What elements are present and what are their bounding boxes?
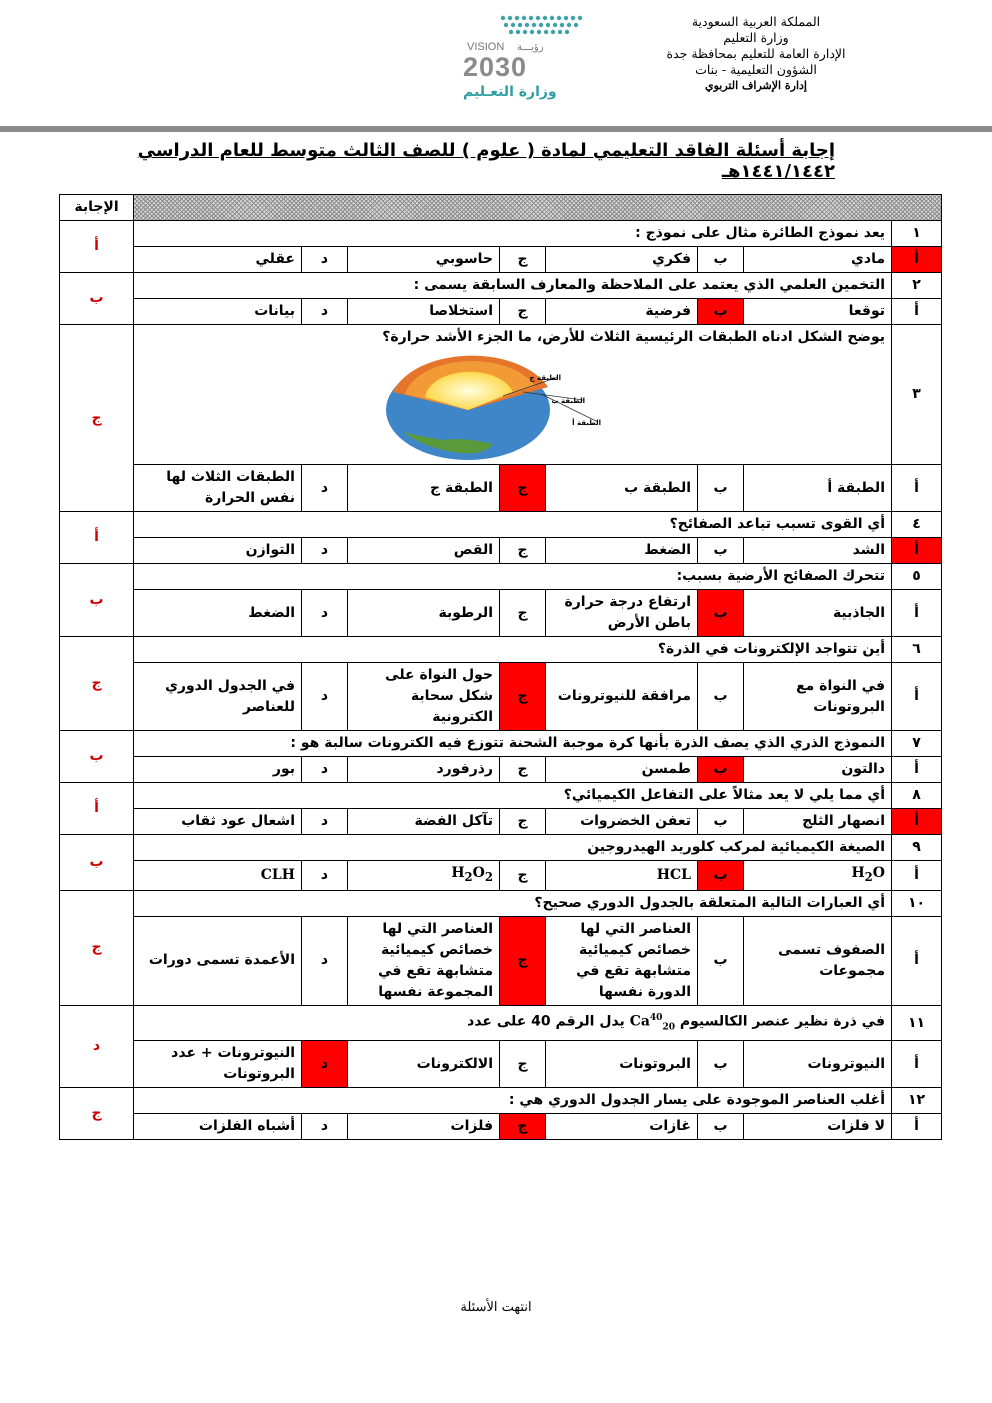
options-row <box>60 663 942 731</box>
option-formula: CLH <box>134 861 302 891</box>
option-letter: أ <box>892 465 942 512</box>
option-text: الشد <box>744 538 892 564</box>
option-letter: ج <box>500 590 546 637</box>
options-row <box>60 1114 942 1140</box>
answer-letter: ج <box>60 890 134 1005</box>
option-letter: ب <box>698 1041 744 1088</box>
logo-year-text: 2030 <box>463 52 528 82</box>
option-letter: د <box>302 247 348 273</box>
option-letter: ج <box>500 1041 546 1088</box>
figure-label: الطبقة ب <box>551 397 585 405</box>
option-letter: ب <box>698 299 744 325</box>
option-text: الصفوف تسمى مجموعات <box>744 916 892 1005</box>
answer-letter: ج <box>60 637 134 731</box>
question-row <box>60 783 942 809</box>
mass-number: 40 <box>649 1012 663 1023</box>
question-text: أين تتواجد الإلكترونات في الذرة؟ <box>134 637 892 663</box>
header-kingdom: المملكة العربية السعودية <box>691 14 821 29</box>
option-letter: أ <box>892 590 942 637</box>
question-text: أي العبارات التالية المتعلقة بالجدول الدوري صحيح؟ <box>134 890 892 916</box>
option-text: حاسوبي <box>348 247 500 273</box>
question-row <box>60 273 942 299</box>
answer-column-header: الإجابة <box>60 195 134 221</box>
options-row <box>60 299 942 325</box>
options-row <box>60 247 942 273</box>
question-text-before: في ذرة نظير عنصر الكالسيوم <box>679 1013 885 1030</box>
answer-letter: أ <box>60 783 134 835</box>
option-text: بيانات <box>134 299 302 325</box>
questions-table <box>59 194 942 1140</box>
options-row <box>60 538 942 564</box>
option-formula: $H_2O_2$ <box>348 861 500 891</box>
question-row <box>60 835 942 861</box>
question-number: ٣ <box>892 325 942 465</box>
header-ministry: وزارة التعليم <box>723 30 789 45</box>
question-number: ٦ <box>892 637 942 663</box>
table-header-row <box>60 195 942 221</box>
answer-letter: ج <box>60 325 134 512</box>
question-row <box>60 731 942 757</box>
option-letter: ب <box>698 757 744 783</box>
option-text: دالتون <box>744 757 892 783</box>
option-letter: ب <box>698 538 744 564</box>
option-text: العناصر التي لها خصائص كيميائية متشابهة تقع في الدورة نفسها <box>546 916 698 1005</box>
header-supervision: إدارة الإشراف التربوي <box>705 79 807 92</box>
question-number: ٤ <box>892 512 942 538</box>
option-letter: ج <box>500 757 546 783</box>
option-text: الطبقة ج <box>348 465 500 512</box>
answer-letter: ب <box>60 835 134 891</box>
option-letter: د <box>302 916 348 1005</box>
option-text: الرطوبة <box>348 590 500 637</box>
question-number: ٥ <box>892 564 942 590</box>
option-text: انصهار الثلج <box>744 809 892 835</box>
option-text: الضغط <box>134 590 302 637</box>
option-letter: ب <box>698 590 744 637</box>
option-text: الالكترونات <box>348 1041 500 1088</box>
option-letter: ب <box>698 663 744 731</box>
options-row <box>60 590 942 637</box>
question-row <box>60 637 942 663</box>
option-letter: د <box>302 663 348 731</box>
question-row <box>60 890 942 916</box>
option-letter: أ <box>892 247 942 273</box>
option-text: الطبقة ب <box>546 465 698 512</box>
option-text: فكري <box>546 247 698 273</box>
option-text: مرافقة للنيوترونات <box>546 663 698 731</box>
option-letter: ج <box>500 247 546 273</box>
question-row <box>60 1088 942 1114</box>
answer-letter: ب <box>60 564 134 637</box>
option-text: فرضية <box>546 299 698 325</box>
logo-vision-text: VISION <box>467 41 505 53</box>
option-text: تعفن الخضروات <box>546 809 698 835</box>
options-row <box>60 1041 942 1088</box>
header-institution <box>606 14 906 94</box>
question-row <box>60 564 942 590</box>
option-letter: أ <box>892 663 942 731</box>
option-text: تآكل الفضة <box>348 809 500 835</box>
question-number: ١٢ <box>892 1088 942 1114</box>
option-letter: د <box>302 299 348 325</box>
option-text: العناصر التي لها خصائص كيميائية متشابهة تقع في المجموعة نفسها <box>348 916 500 1005</box>
option-text: في النواة مع البروتونات <box>744 663 892 731</box>
isotope-notation <box>630 1008 675 1038</box>
option-letter: ج <box>500 1114 546 1140</box>
question-number: ١١ <box>892 1005 942 1040</box>
option-letter: أ <box>892 299 942 325</box>
header-directorate: الإدارة العامة للتعليم بمحافظة جدة <box>666 46 846 61</box>
option-letter: ب <box>698 1114 744 1140</box>
option-text: لا فلزات <box>744 1114 892 1140</box>
question-text: النموذج الذري الذي يصف الذرة بأنها كرة موجبة الشحنة تتوزع فيه الكترونات سالبة هو : <box>134 731 892 757</box>
option-text: الجاذبية <box>744 590 892 637</box>
figure-label: الطبقة أ <box>571 419 601 427</box>
option-formula: HCL <box>546 861 698 891</box>
question-number: ٨ <box>892 783 942 809</box>
option-text: ارتفاع درجة حرارة باطن الأرض <box>546 590 698 637</box>
option-letter: د <box>302 861 348 891</box>
option-letter: أ <box>892 916 942 1005</box>
option-text: توقعا <box>744 299 892 325</box>
option-text: في الجدول الدوري للعناصر <box>134 663 302 731</box>
option-text: حول النواة على شكل سحابة الكترونية <box>348 663 500 731</box>
option-text: فلزات <box>348 1114 500 1140</box>
option-text: أشباه الفلزات <box>134 1114 302 1140</box>
vision-2030-logo <box>455 10 615 100</box>
options-row <box>60 861 942 891</box>
option-text: البروتونات <box>546 1041 698 1088</box>
question-text: أي مما يلي لا يعد مثالاً على التفاعل الكيميائي؟ <box>134 783 892 809</box>
option-letter: أ <box>892 538 942 564</box>
option-letter: ب <box>698 247 744 273</box>
option-letter: ب <box>698 809 744 835</box>
option-text: القص <box>348 538 500 564</box>
option-formula: $H_2O$ <box>744 861 892 891</box>
option-text: غازات <box>546 1114 698 1140</box>
page-title: إجابة أسئلة الفاقد التعليمي لمادة ( علوم ) للصف الثالث متوسط للعام الدراسي ١٤٤١/١٤٤٢هـ <box>137 140 835 182</box>
element-symbol: Ca <box>629 1013 650 1030</box>
question-text: التخمين العلمي الذي يعتمد على الملاحظة والمعارف السابقة يسمى : <box>134 273 892 299</box>
header-divider <box>0 126 992 132</box>
option-letter: د <box>302 465 348 512</box>
question-text: تتحرك الصفائح الأرضية بسبب: <box>134 564 892 590</box>
logo-roya-text: رؤيـــة <box>517 42 544 53</box>
option-text: استخلاصا <box>348 299 500 325</box>
header-hatch <box>134 195 942 221</box>
logo-ministry-text: وزارة التعـليم <box>463 84 557 100</box>
option-letter: د <box>302 590 348 637</box>
question-number: ٩ <box>892 835 942 861</box>
option-letter: ج <box>500 861 546 891</box>
option-text: الطبقات الثلاث لها نفس الحرارة <box>134 465 302 512</box>
option-letter: ب <box>698 916 744 1005</box>
answer-letter: ج <box>60 1088 134 1140</box>
option-letter: ج <box>500 663 546 731</box>
atomic-number: 20 <box>662 1022 675 1033</box>
question-text: الصيغة الكيميائية لمركب كلوريد الهيدروجين <box>134 835 892 861</box>
option-letter: د <box>302 1041 348 1088</box>
question-text: يوضح الشكل ادناه الطبقات الرئيسية الثلاث للأرض، ما الجزء الأشد حرارة؟ <box>382 329 885 345</box>
option-text: بور <box>134 757 302 783</box>
answer-letter: أ <box>60 221 134 273</box>
figure-label: الطبقة ج <box>529 374 561 382</box>
option-text: الأعمدة تسمى دورات <box>134 916 302 1005</box>
option-letter: د <box>302 809 348 835</box>
question-text <box>134 325 892 465</box>
option-text: النيوترونات <box>744 1041 892 1088</box>
question-number: ٧ <box>892 731 942 757</box>
question-text <box>134 1005 892 1040</box>
option-letter: أ <box>892 1114 942 1140</box>
option-text: عقلي <box>134 247 302 273</box>
option-letter: ج <box>500 916 546 1005</box>
option-letter: أ <box>892 809 942 835</box>
option-letter: د <box>302 757 348 783</box>
options-row <box>60 809 942 835</box>
answer-letter: ب <box>60 731 134 783</box>
earth-layers-figure <box>373 352 653 462</box>
question-row <box>60 1005 942 1040</box>
option-text: الطبقة أ <box>744 465 892 512</box>
answer-letter: ب <box>60 273 134 325</box>
option-text: التوازن <box>134 538 302 564</box>
question-number: ٢ <box>892 273 942 299</box>
question-row <box>60 325 942 465</box>
option-text: اشعال عود ثقاب <box>134 809 302 835</box>
question-row <box>60 512 942 538</box>
question-text: يعد نموذج الطائرة مثال على نموذج : <box>134 221 892 247</box>
option-text: النيوترونات + عدد البروتونات <box>134 1041 302 1088</box>
answer-letter: أ <box>60 512 134 564</box>
question-text: أي القوى تسبب تباعد الصفائح؟ <box>134 512 892 538</box>
option-letter: ب <box>698 465 744 512</box>
question-text-after: يدل الرقم 40 على عدد <box>467 1013 625 1030</box>
answer-letter: د <box>60 1005 134 1087</box>
option-text: طمسن <box>546 757 698 783</box>
option-letter: د <box>302 1114 348 1140</box>
options-row <box>60 916 942 1005</box>
question-row <box>60 221 942 247</box>
question-text: أغلب العناصر الموجودة على يسار الجدول الدوري هي : <box>134 1088 892 1114</box>
option-letter: ب <box>698 861 744 891</box>
option-letter: ج <box>500 809 546 835</box>
option-letter: ج <box>500 465 546 512</box>
header-affairs: الشؤون التعليمية - بنات <box>695 62 817 77</box>
option-letter: أ <box>892 1041 942 1088</box>
question-number: ١٠ <box>892 890 942 916</box>
options-row <box>60 757 942 783</box>
question-number: ١ <box>892 221 942 247</box>
option-letter: د <box>302 538 348 564</box>
option-letter: ج <box>500 299 546 325</box>
option-letter: أ <box>892 861 942 891</box>
option-text: مادي <box>744 247 892 273</box>
option-letter: أ <box>892 757 942 783</box>
option-text: الضغط <box>546 538 698 564</box>
option-text: رذرفورد <box>348 757 500 783</box>
footer-note: انتهت الأسئلة <box>460 1300 532 1315</box>
options-row <box>60 465 942 512</box>
option-letter: ج <box>500 538 546 564</box>
